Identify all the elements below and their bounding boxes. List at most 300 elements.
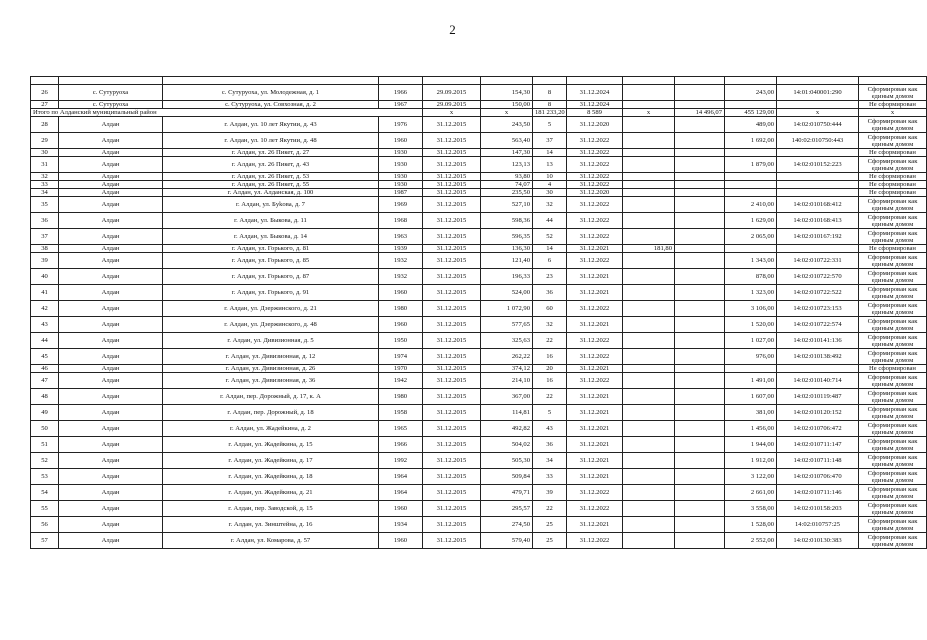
- cell-col-9: [623, 485, 675, 501]
- cell-col-9: [623, 149, 675, 157]
- total-cell: х: [623, 109, 675, 117]
- cell-area: 579,40: [481, 533, 533, 549]
- cell-land-area: 3 558,00: [725, 501, 777, 517]
- table-row: [31, 349, 927, 365]
- cell-area: 374,12: [481, 365, 533, 373]
- cell-locality: Алдан: [59, 365, 163, 373]
- cell-residents: 43: [533, 421, 567, 437]
- cell-area: 1 072,90: [481, 301, 533, 317]
- cell-locality: Алдан: [59, 405, 163, 421]
- cell-cadastral-number: 14:02:010152:223: [777, 157, 859, 173]
- cell-col-10: [675, 533, 725, 549]
- cell-planned-date: 31.12.2022: [567, 485, 623, 501]
- cell-planned-date: 31.12.2022: [567, 253, 623, 269]
- cell-land-area: 1 912,00: [725, 453, 777, 469]
- cell-area: 367,00: [481, 389, 533, 405]
- cell-col-9: 181,80: [623, 245, 675, 253]
- cell-locality: Алдан: [59, 189, 163, 197]
- cell-recognition-date: 31.12.2015: [423, 373, 481, 389]
- cell-address: г. Алдан, ул. Жадейкина, д. 2: [163, 421, 379, 437]
- cell-locality: Алдан: [59, 349, 163, 365]
- cell-address: г. Алдан, ул. Жадейкина, д. 18: [163, 469, 379, 485]
- cell-land-area: 1 629,00: [725, 213, 777, 229]
- cell-residents: 52: [533, 229, 567, 245]
- cell-residents: 39: [533, 485, 567, 501]
- cell-status: Сформирован как единым домом: [859, 389, 927, 405]
- cell-status: Сформирован как единым домом: [859, 269, 927, 285]
- cell-col-10: [675, 197, 725, 213]
- cell-cadastral-number: 14:02:010167:192: [777, 229, 859, 245]
- cell-col-9: [623, 301, 675, 317]
- cell-residents: 22: [533, 389, 567, 405]
- cell-residents: 16: [533, 349, 567, 365]
- cell-recognition-date: 31.12.2015: [423, 333, 481, 349]
- cell-col-9: [623, 157, 675, 173]
- cell-col-9: [623, 117, 675, 133]
- cell-status: Сформирован как единым домом: [859, 157, 927, 173]
- cell-planned-date: 31.12.2021: [567, 517, 623, 533]
- cell-locality: Алдан: [59, 485, 163, 501]
- table-row: [31, 437, 927, 453]
- cell-number: 47: [31, 373, 59, 389]
- cell-cadastral-number: [777, 173, 859, 181]
- cell-status: Не сформирован: [859, 189, 927, 197]
- cell-number: 33: [31, 181, 59, 189]
- cell-year: 1966: [379, 85, 423, 101]
- cell-recognition-date: 31.12.2015: [423, 149, 481, 157]
- table-row: [31, 365, 927, 373]
- cell-planned-date: 31.12.2022: [567, 173, 623, 181]
- cell-recognition-date: 31.12.2015: [423, 285, 481, 301]
- cell-address: г. Алдан, ул. Жадейкина, д. 17: [163, 453, 379, 469]
- cell-land-area: 1 520,00: [725, 317, 777, 333]
- cell-address: г. Алдан, ул. Алданская, д. 100: [163, 189, 379, 197]
- cell-planned-date: 31.12.2021: [567, 285, 623, 301]
- cell-col-10: [675, 437, 725, 453]
- cell-number: 50: [31, 421, 59, 437]
- cell-locality: Алдан: [59, 333, 163, 349]
- cell-year: 1968: [379, 213, 423, 229]
- cell-recognition-date: 31.12.2015: [423, 485, 481, 501]
- cell-residents: 5: [533, 405, 567, 421]
- cell-cadastral-number: 14:02:010119:487: [777, 389, 859, 405]
- cell-number: 54: [31, 485, 59, 501]
- cell-land-area: 878,00: [725, 269, 777, 285]
- cell-recognition-date: 31.12.2015: [423, 317, 481, 333]
- cell-number: 46: [31, 365, 59, 373]
- cell-number: 39: [31, 253, 59, 269]
- cell-land-area: [725, 149, 777, 157]
- table-row: [31, 373, 927, 389]
- cell-cadastral-number: 14:02:010711:148: [777, 453, 859, 469]
- cell-locality: Алдан: [59, 213, 163, 229]
- cell-col-10: [675, 245, 725, 253]
- cell-address: с. Сутуруоха, ул. Молодежная, д. 1: [163, 85, 379, 101]
- cell-recognition-date: 31.12.2015: [423, 117, 481, 133]
- cell-status: Сформирован как единым домом: [859, 453, 927, 469]
- cell-area: 123,13: [481, 157, 533, 173]
- cell-address: г. Алдан, ул. Жадейкина, д. 15: [163, 437, 379, 453]
- cell-number: 52: [31, 453, 59, 469]
- cell-recognition-date: 31.12.2015: [423, 517, 481, 533]
- cell-area: 147,30: [481, 149, 533, 157]
- cell-address: г. Алдан, ул. Дзержинского, д. 48: [163, 317, 379, 333]
- cell-land-area: 1 323,00: [725, 285, 777, 301]
- cell-locality: Алдан: [59, 317, 163, 333]
- cell-number: 40: [31, 269, 59, 285]
- table-row: [31, 317, 927, 333]
- cell-recognition-date: 31.12.2015: [423, 181, 481, 189]
- cell-cadastral-number: 14:02:010140:714: [777, 373, 859, 389]
- cell-land-area: 2 661,00: [725, 485, 777, 501]
- cell-number: 36: [31, 213, 59, 229]
- cell-status: Сформирован как единым домом: [859, 349, 927, 365]
- table-row: [31, 421, 927, 437]
- cell-residents: 8: [533, 85, 567, 101]
- cell-status: Сформирован как единым домом: [859, 437, 927, 453]
- cell-col-9: [623, 181, 675, 189]
- cell-col-9: [623, 173, 675, 181]
- cell-col-9: [623, 389, 675, 405]
- cell-planned-date: 31.12.2022: [567, 533, 623, 549]
- cell-residents: 34: [533, 453, 567, 469]
- cell-locality: Алдан: [59, 421, 163, 437]
- cell-land-area: 1 528,00: [725, 517, 777, 533]
- cell-recognition-date: 31.12.2015: [423, 469, 481, 485]
- table-row: [31, 157, 927, 173]
- cell-address: г. Алдан, ул. Горького, д. 91: [163, 285, 379, 301]
- total-cell: х: [859, 109, 927, 117]
- cell-address: г. Алдан, ул. Жадейкина, д. 21: [163, 485, 379, 501]
- cell-planned-date: 31.12.2022: [567, 181, 623, 189]
- cell-status: Сформирован как единым домом: [859, 285, 927, 301]
- cell-address: г. Алдан, пер. Дорожный, д. 17, к. А: [163, 389, 379, 405]
- cell-number: 49: [31, 405, 59, 421]
- cell-col-10: [675, 301, 725, 317]
- cell-address: г. Алдан, ул. Бykова, д. 7: [163, 197, 379, 213]
- cell-col-9: [623, 197, 675, 213]
- cell-cadastral-number: [777, 245, 859, 253]
- blank-header-row: [31, 77, 927, 85]
- cell-locality: с. Сутуруоха: [59, 101, 163, 109]
- cell-area: 504,02: [481, 437, 533, 453]
- table-row: [31, 173, 927, 181]
- table-row: [31, 101, 927, 109]
- cell-number: 26: [31, 85, 59, 101]
- cell-area: 563,40: [481, 133, 533, 149]
- cell-land-area: 976,00: [725, 349, 777, 365]
- cell-planned-date: 31.12.2020: [567, 189, 623, 197]
- cell-year: 1930: [379, 149, 423, 157]
- cell-residents: 14: [533, 245, 567, 253]
- cell-col-9: [623, 365, 675, 373]
- cell-residents: 5: [533, 117, 567, 133]
- cell-address: г. Алдан, пер. Заводской, д. 15: [163, 501, 379, 517]
- cell-planned-date: 31.12.2022: [567, 373, 623, 389]
- cell-col-10: [675, 421, 725, 437]
- cell-status: Сформирован как единым домом: [859, 421, 927, 437]
- cell-number: 34: [31, 189, 59, 197]
- cell-number: 56: [31, 517, 59, 533]
- cell-recognition-date: 31.12.2015: [423, 213, 481, 229]
- cell-address: г. Алдан, ул. Горького, д. 87: [163, 269, 379, 285]
- cell-address: г. Алдан, ул. Комарова, д. 57: [163, 533, 379, 549]
- cell-cadastral-number: 14:02:010141:136: [777, 333, 859, 349]
- cell-address: г. Алдан, ул. 26 Пикет, д. 53: [163, 173, 379, 181]
- cell-col-10: [675, 253, 725, 269]
- cell-col-10: [675, 349, 725, 365]
- table-row: [31, 213, 927, 229]
- cell-cadastral-number: 14:02:010722:570: [777, 269, 859, 285]
- cell-recognition-date: 31.12.2015: [423, 197, 481, 213]
- cell-col-10: [675, 85, 725, 101]
- cell-area: 492,82: [481, 421, 533, 437]
- cell-number: 44: [31, 333, 59, 349]
- cell-residents: 32: [533, 197, 567, 213]
- cell-locality: Алдан: [59, 517, 163, 533]
- cell-status: Не сформирован: [859, 173, 927, 181]
- cell-recognition-date: 31.12.2015: [423, 189, 481, 197]
- table-row: [31, 245, 927, 253]
- cell-year: 1960: [379, 533, 423, 549]
- cell-recognition-date: 31.12.2015: [423, 269, 481, 285]
- cell-status: Сформирован как единым домом: [859, 301, 927, 317]
- cell-address: г. Алдан, ул. 10 лет Якутии, д. 48: [163, 133, 379, 149]
- table-row: [31, 85, 927, 101]
- cell-col-10: [675, 101, 725, 109]
- cell-land-area: 1 027,00: [725, 333, 777, 349]
- cell-locality: Алдан: [59, 373, 163, 389]
- cell-col-10: [675, 501, 725, 517]
- cell-cadastral-number: 14:02:010711:147: [777, 437, 859, 453]
- cell-status: Не сформирован: [859, 365, 927, 373]
- cell-year: 1958: [379, 405, 423, 421]
- cell-address: г. Алдан, ул. Зинштейна, д. 16: [163, 517, 379, 533]
- cell-land-area: 1 491,00: [725, 373, 777, 389]
- cell-locality: Алдан: [59, 453, 163, 469]
- cell-area: 93,80: [481, 173, 533, 181]
- cell-cadastral-number: 14:02:010706:470: [777, 469, 859, 485]
- table-row: [31, 517, 927, 533]
- cell-land-area: 2 410,00: [725, 197, 777, 213]
- cell-number: 55: [31, 501, 59, 517]
- cell-recognition-date: 31.12.2015: [423, 301, 481, 317]
- table-row: [31, 189, 927, 197]
- cell-residents: 13: [533, 157, 567, 173]
- cell-number: 41: [31, 285, 59, 301]
- cell-area: 243,50: [481, 117, 533, 133]
- cell-year: 1976: [379, 117, 423, 133]
- cell-cadastral-number: 14:02:010168:412: [777, 197, 859, 213]
- cell-recognition-date: 31.12.2015: [423, 349, 481, 365]
- cell-year: 1930: [379, 181, 423, 189]
- cell-planned-date: 31.12.2022: [567, 133, 623, 149]
- cell-year: 1967: [379, 101, 423, 109]
- cell-col-10: [675, 181, 725, 189]
- cell-address: г. Алдан, ул. 26 Пикет, д. 27: [163, 149, 379, 157]
- cell-land-area: 243,00: [725, 85, 777, 101]
- cell-year: 1950: [379, 333, 423, 349]
- cell-status: Сформирован как единым домом: [859, 533, 927, 549]
- cell-planned-date: 31.12.2021: [567, 389, 623, 405]
- cell-number: 29: [31, 133, 59, 149]
- cell-locality: Алдан: [59, 197, 163, 213]
- cell-cadastral-number: 14:02:010722:574: [777, 317, 859, 333]
- cell-area: 136,30: [481, 245, 533, 253]
- cell-address: г. Алдан, ул. Быкова, д. 11: [163, 213, 379, 229]
- cell-number: 45: [31, 349, 59, 365]
- cell-number: 30: [31, 149, 59, 157]
- cell-locality: Алдан: [59, 437, 163, 453]
- cell-col-10: [675, 157, 725, 173]
- cell-planned-date: 31.12.2022: [567, 349, 623, 365]
- cell-residents: 60: [533, 301, 567, 317]
- cell-col-10: [675, 333, 725, 349]
- cell-status: Не сформирован: [859, 245, 927, 253]
- cell-cadastral-number: 14:02:010757:25: [777, 517, 859, 533]
- cell-address: г. Алдан, ул. Дивизионная, д. 26: [163, 365, 379, 373]
- cell-locality: Алдан: [59, 229, 163, 245]
- cell-cadastral-number: [777, 189, 859, 197]
- cell-status: Сформирован как единым домом: [859, 253, 927, 269]
- cell-planned-date: 31.12.2024: [567, 85, 623, 101]
- cell-area: 524,00: [481, 285, 533, 301]
- cell-year: 1964: [379, 469, 423, 485]
- cell-address: г. Алдан, ул. Дивизионная, д. 36: [163, 373, 379, 389]
- cell-residents: 20: [533, 365, 567, 373]
- cell-locality: Алдан: [59, 269, 163, 285]
- table-row: [31, 333, 927, 349]
- cell-year: 1960: [379, 285, 423, 301]
- cell-year: 1960: [379, 133, 423, 149]
- cell-locality: Алдан: [59, 501, 163, 517]
- cell-locality: Алдан: [59, 469, 163, 485]
- cell-land-area: [725, 181, 777, 189]
- cell-col-10: [675, 405, 725, 421]
- cell-status: Не сформирован: [859, 149, 927, 157]
- cell-land-area: 2 065,00: [725, 229, 777, 245]
- cell-locality: Алдан: [59, 245, 163, 253]
- cell-locality: с. Сутуруоха: [59, 85, 163, 101]
- cell-residents: 25: [533, 533, 567, 549]
- cell-year: 1987: [379, 189, 423, 197]
- table-row: [31, 533, 927, 549]
- cell-land-area: 1 692,00: [725, 133, 777, 149]
- cell-planned-date: 31.12.2022: [567, 157, 623, 173]
- cell-area: 505,30: [481, 453, 533, 469]
- cell-land-area: 489,00: [725, 117, 777, 133]
- cell-area: 527,10: [481, 197, 533, 213]
- cell-year: 1963: [379, 229, 423, 245]
- cell-planned-date: 31.12.2021: [567, 365, 623, 373]
- cell-year: 1970: [379, 365, 423, 373]
- cell-cadastral-number: [777, 181, 859, 189]
- cell-recognition-date: 31.12.2015: [423, 453, 481, 469]
- cell-year: 1964: [379, 485, 423, 501]
- table-row: [31, 181, 927, 189]
- cell-address: г. Алдан, пер. Дорожный, д. 18: [163, 405, 379, 421]
- cell-status: Не сформирован: [859, 181, 927, 189]
- table-body: [31, 77, 927, 549]
- cell-col-10: [675, 373, 725, 389]
- housing-register-table: [30, 76, 927, 549]
- cell-col-10: [675, 133, 725, 149]
- cell-residents: 37: [533, 133, 567, 149]
- cell-land-area: [725, 189, 777, 197]
- cell-locality: Алдан: [59, 149, 163, 157]
- total-cell: 8 589: [567, 109, 623, 117]
- cell-residents: 33: [533, 469, 567, 485]
- cell-col-10: [675, 485, 725, 501]
- cell-col-9: [623, 285, 675, 301]
- cell-recognition-date: 31.12.2015: [423, 437, 481, 453]
- cell-residents: 23: [533, 269, 567, 285]
- cell-recognition-date: 29.09.2015: [423, 85, 481, 101]
- cell-address: г. Алдан, ул. 10 лет Якутии, д. 43: [163, 117, 379, 133]
- cell-address: г. Алдан, ул. Дзержинского, д. 21: [163, 301, 379, 317]
- cell-status: Сформирован как единым домом: [859, 485, 927, 501]
- cell-col-9: [623, 453, 675, 469]
- cell-area: 121,40: [481, 253, 533, 269]
- cell-col-9: [623, 317, 675, 333]
- cell-area: 74,07: [481, 181, 533, 189]
- cell-area: 114,81: [481, 405, 533, 421]
- table-row: [31, 501, 927, 517]
- cell-col-10: [675, 149, 725, 157]
- cell-cadastral-number: 14:02:010706:472: [777, 421, 859, 437]
- cell-address: г. Алдан, ул. Горького, д. 81: [163, 245, 379, 253]
- cell-residents: 44: [533, 213, 567, 229]
- cell-land-area: [725, 101, 777, 109]
- cell-address: г. Алдан, ул. Быкова, д. 14: [163, 229, 379, 245]
- cell-number: 28: [31, 117, 59, 133]
- cell-col-9: [623, 269, 675, 285]
- cell-year: 1934: [379, 517, 423, 533]
- cell-land-area: 2 552,00: [725, 533, 777, 549]
- cell-col-10: [675, 117, 725, 133]
- cell-land-area: 3 106,00: [725, 301, 777, 317]
- total-cell: 181 233,20: [533, 109, 567, 117]
- cell-planned-date: 31.12.2022: [567, 229, 623, 245]
- cell-cadastral-number: 14:02:010120:152: [777, 405, 859, 421]
- cell-year: 1930: [379, 173, 423, 181]
- cell-address: г. Алдан, ул. 26 Пикет, д. 55: [163, 181, 379, 189]
- cell-area: 577,65: [481, 317, 533, 333]
- cell-area: 150,00: [481, 101, 533, 109]
- cell-residents: 4: [533, 181, 567, 189]
- table-row: [31, 117, 927, 133]
- cell-planned-date: 31.12.2021: [567, 269, 623, 285]
- cell-locality: Алдан: [59, 133, 163, 149]
- total-cell: х: [423, 109, 481, 117]
- cell-col-9: [623, 253, 675, 269]
- cell-recognition-date: 31.12.2015: [423, 173, 481, 181]
- page-number: 2: [449, 22, 456, 37]
- cell-residents: 22: [533, 333, 567, 349]
- cell-cadastral-number: 14:02:010168:413: [777, 213, 859, 229]
- cell-planned-date: 31.12.2022: [567, 301, 623, 317]
- cell-number: 37: [31, 229, 59, 245]
- cell-planned-date: 31.12.2021: [567, 469, 623, 485]
- cell-area: 509,84: [481, 469, 533, 485]
- cell-col-10: [675, 229, 725, 245]
- cell-cadastral-number: 14:02:010722:331: [777, 253, 859, 269]
- cell-recognition-date: 31.12.2015: [423, 245, 481, 253]
- cell-year: 1932: [379, 269, 423, 285]
- cell-col-9: [623, 213, 675, 229]
- cell-planned-date: 31.12.2020: [567, 117, 623, 133]
- total-cell: 14 496,07: [675, 109, 725, 117]
